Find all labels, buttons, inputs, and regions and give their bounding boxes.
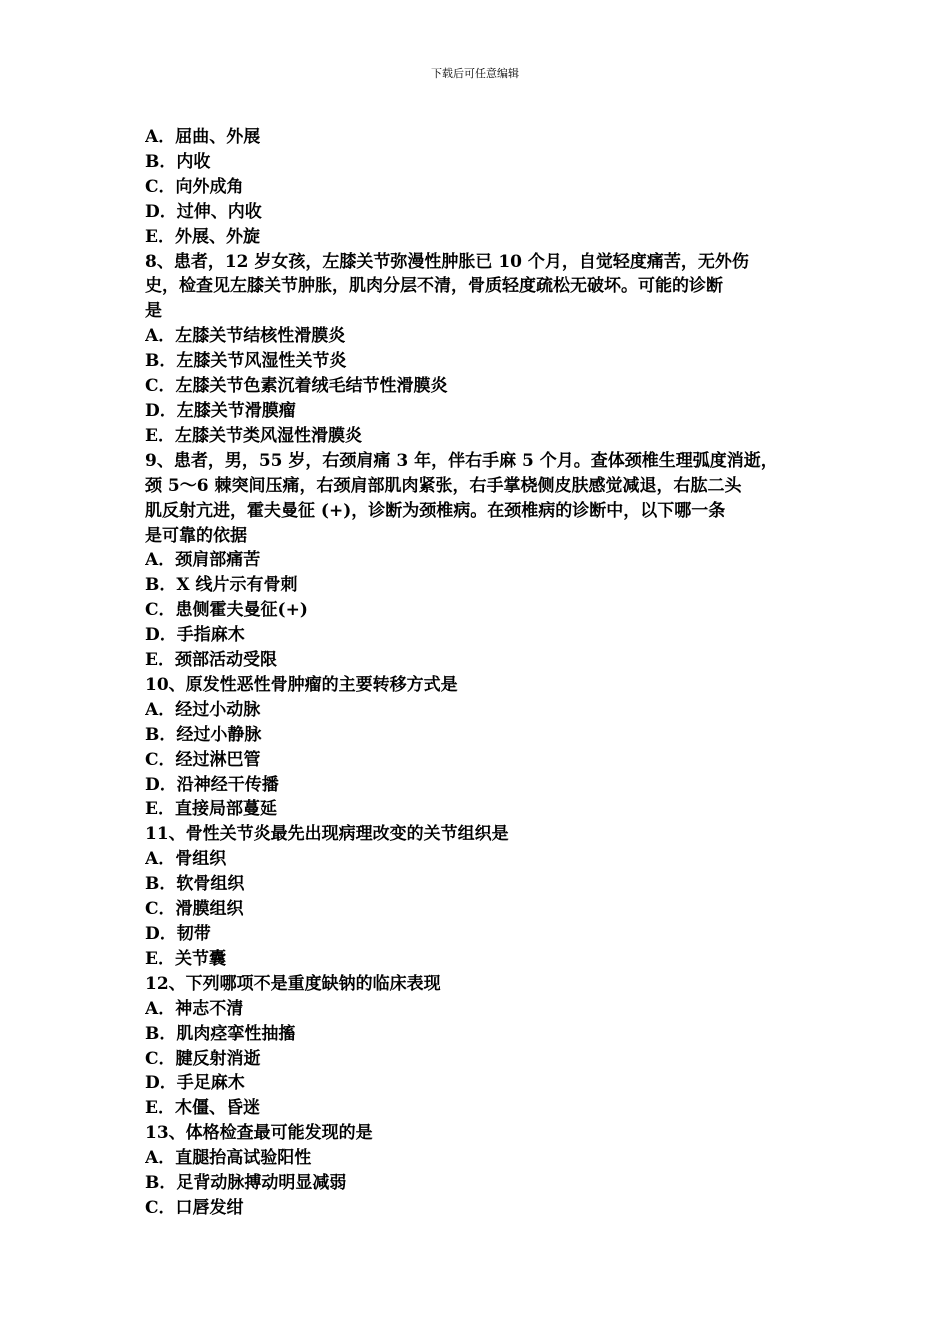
text-line: E．关节囊 (145, 948, 226, 969)
text-line: B．经过小静脉 (145, 724, 262, 745)
text-line: E．颈部活动受限 (145, 650, 277, 671)
text-line: A．神志不清 (145, 998, 244, 1019)
text-line: D．手指麻木 (145, 625, 245, 646)
text-line: A．左膝关节结核性滑膜炎 (145, 326, 346, 347)
text-line: E．左膝关节类风湿性滑膜炎 (145, 425, 362, 446)
text-line: B．软骨组织 (145, 874, 245, 895)
text-line: D．手足麻木 (145, 1073, 245, 1094)
text-line: 肌反射亢进，霍夫曼征 (+)，诊断为颈椎病。在颈椎病的诊断中，以下哪一条 (145, 500, 726, 521)
text-line: D．左膝关节滑膜瘤 (145, 400, 296, 421)
text-line: A．直腿抬高试验阳性 (145, 1148, 312, 1169)
text-line: C．口唇发绀 (145, 1197, 244, 1218)
text-line: C．向外成角 (145, 176, 244, 197)
text-line: B．足背动脉搏动明显减弱 (145, 1173, 347, 1194)
text-line: C．左膝关节色素沉着绒毛结节性滑膜炎 (145, 376, 448, 397)
text-line: A．屈曲、外展 (145, 127, 261, 147)
text-line: B．X 线片示有骨刺 (145, 575, 298, 596)
text-line: C．腱反射消逝 (145, 1048, 261, 1069)
text-line: 12、下列哪项不是重度缺钠的临床表现 (145, 973, 441, 994)
page-header: 下载后可任意编辑 (431, 67, 519, 80)
text-line: A．骨组织 (145, 849, 227, 870)
text-line: E．直接局部蔓延 (145, 799, 277, 820)
text-line: C．经过淋巴管 (145, 749, 261, 770)
text-line: E．木僵、昏迷 (145, 1098, 260, 1119)
text-line: C．滑膜组织 (145, 899, 244, 920)
text-line: 是可靠的依据 (145, 525, 247, 546)
text-line: 颈 5～6 棘突间压痛，右颈肩部肌肉紧张，右手掌桡侧皮肤感觉减退，右肱二头 (145, 475, 742, 496)
text-line: B．左膝关节风湿性关节炎 (145, 351, 347, 372)
text-line: 史，检查见左膝关节肿胀，肌肉分层不清，骨质轻度疏松无破坏。可能的诊断 (145, 276, 723, 297)
text-line: 13、体格检查最可能发现的是 (145, 1123, 373, 1144)
text-line: D．韧带 (145, 924, 211, 944)
document-body (145, 125, 820, 1221)
text-line: B．肌肉痉挛性抽搐 (145, 1023, 296, 1044)
text-line: 是 (145, 301, 162, 322)
text-line: C．患侧霍夫曼征(+) (145, 600, 308, 621)
text-line: D．过伸、内收 (145, 201, 262, 222)
text-line: 11、骨性关节炎最先出现病理改变的关节组织是 (145, 824, 509, 845)
text-line: A．经过小动脉 (145, 699, 261, 720)
text-line: E．外展、外旋 (145, 226, 260, 247)
text-line: 8、患者，12 岁女孩，左膝关节弥漫性肿胀已 10 个月，自觉轻度痛苦，无外伤 (145, 251, 749, 272)
text-line: B．内收 (145, 151, 211, 172)
text-line: 9、患者，男，55 岁，右颈肩痛 3 年，伴右手麻 5 个月。查体颈椎生理弧度消逝， (145, 450, 778, 471)
text-line: 10、原发性恶性骨肿瘤的主要转移方式是 (145, 674, 458, 695)
text-line: A．颈肩部痛苦 (145, 550, 261, 571)
text-line: D．沿神经干传播 (145, 774, 279, 795)
